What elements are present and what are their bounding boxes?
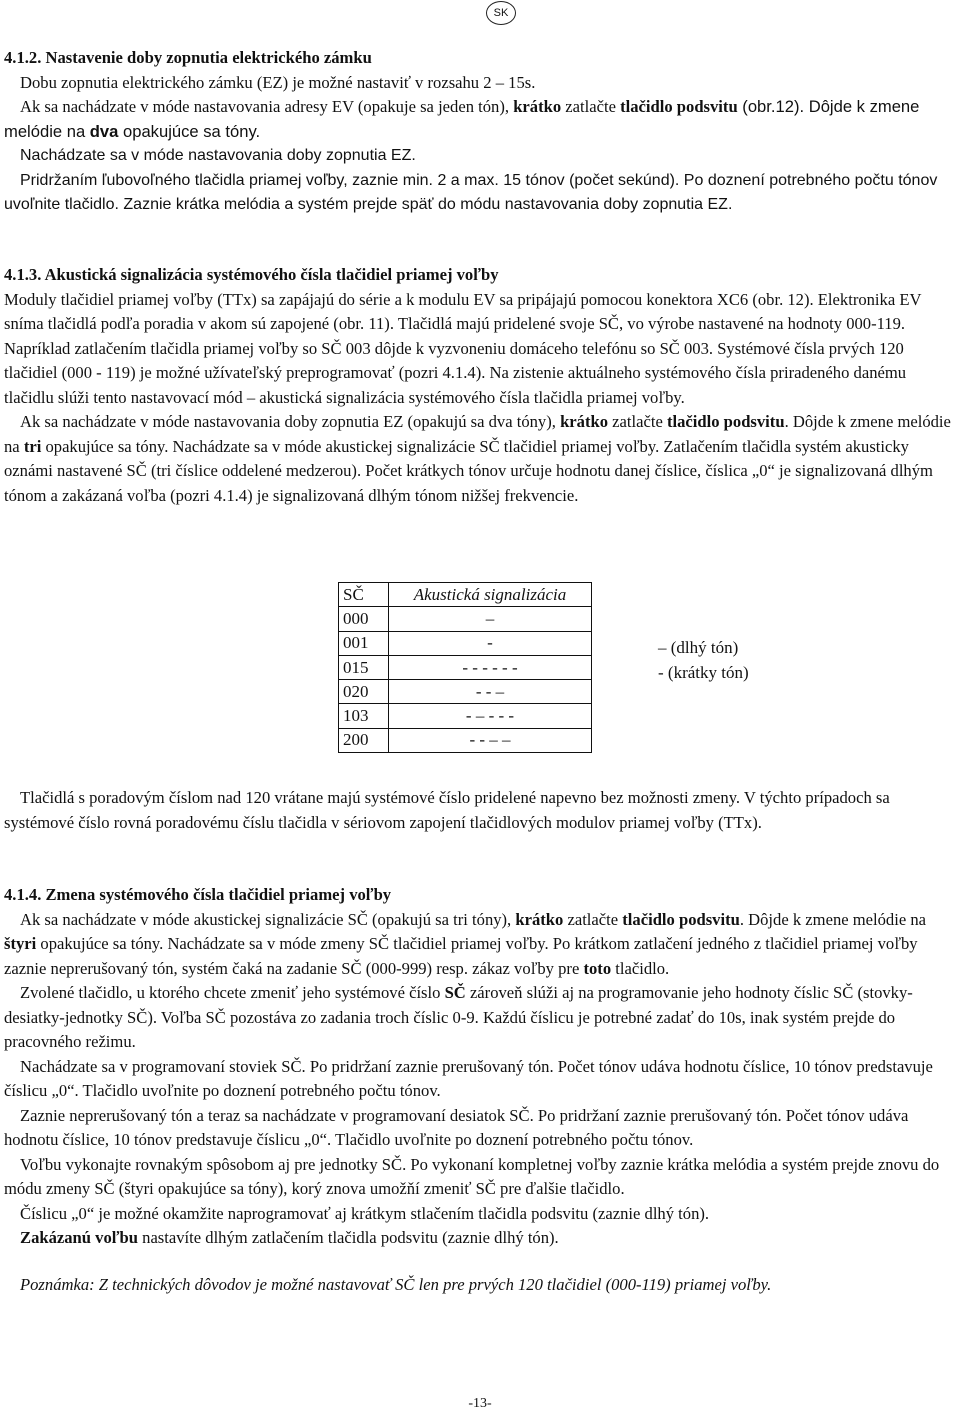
paragraph: Nachádzate sa v móde nastavovania doby zopnutia EZ. <box>20 147 416 164</box>
table-row: 200 - - – – <box>339 728 592 752</box>
table-header-row <box>339 583 592 607</box>
signal-table <box>338 582 592 753</box>
paragraph: Nachádzate sa v programovaní stoviek SČ. Po pridržaní zaznie prerušovaný tón. Počet tónov udáva hodnotu číslice, 10 tónov predstavuje číslicu „0“. Tlačidlo uvoľnite po doznení potrebného počtu tónov. <box>4 1056 933 1100</box>
paragraph: Tlačidlá s poradovým číslom nad 120 vrátane majú systémové číslo pridelené napevno bez možnosti zmeny. V týchto prípadoch sa systémové číslo rovná poradovému číslu tlačidla v sériovom zapojení tlačidlových modulov priamej voľby (TTx). <box>4 788 890 832</box>
table-row: 000 – <box>339 607 592 631</box>
paragraph: Dobu zopnutia elektrického zámku (EZ) je možné nastaviť v rozsahu 2 – 15s. <box>20 72 536 92</box>
paragraph: Zaznie neprerušovaný tón a teraz sa nachádzate v programovaní desiatok SČ. Po pridržaní zaznie prerušovaný tón. Počet tónov udáva hodnotu číslice, 10 tónov predstavuje číslicu „0“. Tlačidlo uvoľnite po doznení potrebného počtu tónov. <box>4 1105 909 1149</box>
section-413 <box>4 263 956 508</box>
table-row: 103 - – - - - <box>339 704 592 728</box>
table-row: 020 - - – <box>339 680 592 704</box>
paragraph: Moduly tlačidiel priamej voľby (TTx) sa zapájajú do série a k modulu EV sa pripájajú pomocou konektora XC6 (obr. 12). Elektronika EV sníma tlačidlá podľa poradia v akom sú zapojené (obr. 11). Tlačidlá majú pridelené svoje SČ, vo výrobe nastavené na hodnoty 000-119. Napríklad zatlačením tlačidla priamej voľby so SČ 003 dôjde k vyzvoneniu domáceho telefónu so SČ 003. Systémové čísla prvých 120 tlačidiel (000 - 119) je možné užívateľský preprogramovať (pozri 4.1.4). Na zistenie aktuálneho systémového čísla priradeného danému tlačidlu slúži tento nastavovací mód – akustická signalizácia systémového čísla tlačidla priamej voľby. <box>4 289 922 407</box>
table-row: 015 - - - - - - <box>339 655 592 679</box>
paragraph: Číslicu „0“ je možné okamžite naprogramovať aj krátkym stlačením tlačidla podsvitu (zaznie dlhý tón). <box>20 1203 710 1223</box>
note: Poznámka: Z technických dôvodov je možné nastavovať SČ len pre prvých 120 tlačidiel (000-119) priamej voľby. <box>20 1274 772 1294</box>
section-414 <box>4 883 956 1297</box>
paragraph: Pridržaním ľubovoľného tlačidla priamej voľby, zaznie min. 2 a max. 15 tónov (počet sekúnd). Po doznení potrebného počtu tónov uvoľnite tlačidlo. Zaznie krátka melódia a systém prejde späť do módu nastavovania doby zopnutia EZ. <box>4 171 938 213</box>
paragraph: Ak sa nachádzate v móde nastavovania adresy EV (opakuje sa jeden tón), krátko zatlačte tlačidlo podsvitu (obr.12). Dôjde k zmene melódie na dva opakujúce sa tóny. <box>4 97 920 141</box>
page-number: -13- <box>468 1396 492 1411</box>
table-row: 001 - <box>339 631 592 655</box>
after-table-text <box>4 786 956 835</box>
legend-short: - (krátky tón) <box>658 663 749 682</box>
paragraph: Zakázanú voľbu nastavíte dlhým zatlačením tlačidla podsvitu (zaznie dlhý tón). <box>20 1228 559 1247</box>
legend-long: – (dlhý tón) <box>658 638 739 657</box>
section-heading: 4.1.2. Nastavenie doby zopnutia elektrického zámku <box>4 48 372 67</box>
paragraph: Ak sa nachádzate v móde nastavovania doby zopnutia EZ (opakujú sa dva tóny), krátko zatlačte tlačidlo podsvitu. Dôjde k zmene melódie na tri opakujúce sa tóny. Nachádzate sa v móde akustickej signalizácie SČ tlačidiel priamej voľby. Zatlačením tlačidla systém akusticky oznámi nastavené SČ (tri číslice oddelené medzerou). Počet krátkych tónov určuje hodnotu danej číslice, číslica „0“ je signalizovaná dlhým tónom a zakázaná voľba (pozri 4.1.4) je signalizovaná dlhým tónom nižšej frekvencie. <box>4 412 951 505</box>
section-heading: 4.1.3. Akustická signalizácia systémového čísla tlačidiel priamej voľby <box>4 265 499 284</box>
language-badge: SK <box>486 1 516 25</box>
section-412 <box>4 46 956 218</box>
header-sc: SČ <box>339 583 389 607</box>
header-signal: Akustická signalizácia <box>389 583 592 607</box>
paragraph: Ak sa nachádzate v móde akustickej signalizácie SČ (opakujú sa tri tóny), krátko zatlačte tlačidlo podsvitu. Dôjde k zmene melódie na štyri opakujúce sa tóny. Nachádzate sa v móde zmeny SČ tlačidiel priamej voľby. Po krátkom zatlačení jedného z tlačidiel priamej voľby zaznie neprerušovaný tón, systém čaká na zadanie SČ (000-999) resp. zákaz voľby pre toto tlačidlo. <box>4 909 927 978</box>
paragraph: Zvolené tlačidlo, u ktorého chcete zmeniť jeho systémové číslo SČ zároveň slúži aj na programovanie jeho hodnoty číslic SČ (stovky-desiatky-jednotky SČ). Voľba SČ pozostáva zo zadania troch číslic 0-9. Každú číslicu je potrebné zadať do 10s, inak systém prejde do pracovného režimu. <box>4 983 913 1051</box>
section-heading: 4.1.4. Zmena systémového čísla tlačidiel priamej voľby <box>4 885 392 904</box>
paragraph: Voľbu vykonajte rovnakým spôsobom aj pre jednotky SČ. Po vykonaní kompletnej voľby zaznie krátka melódia a systém prejde znovu do módu zmeny SČ (štyri opakujúce sa tóny), korý znova umožňí zmeniť SČ pre ďalšie tlačidlo. <box>4 1154 940 1198</box>
